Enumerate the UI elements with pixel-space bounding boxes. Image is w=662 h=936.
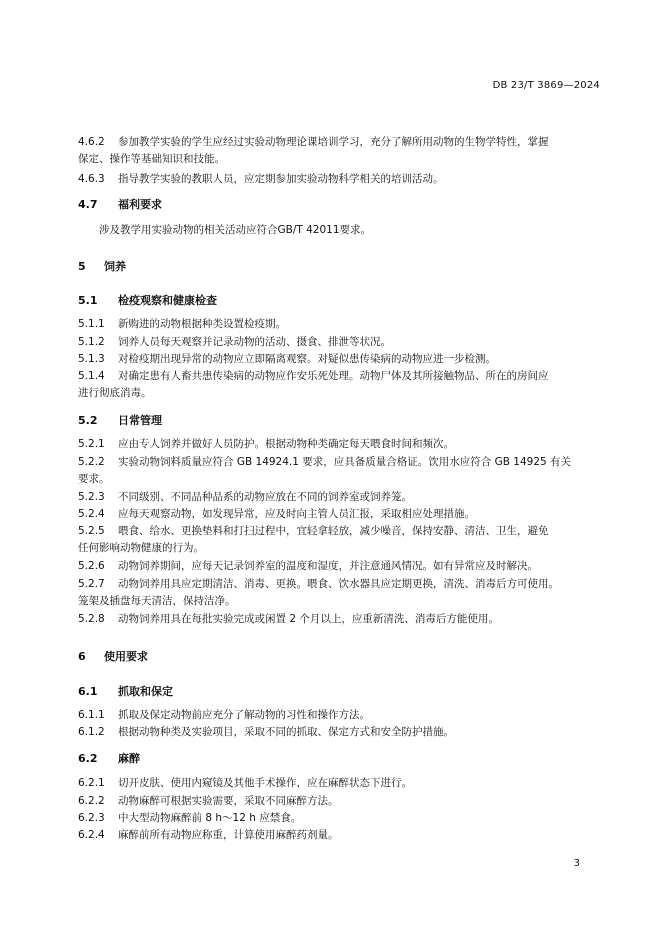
clause-5-2-6 bbox=[78, 558, 604, 575]
clause-text-continued: 要求。 bbox=[78, 473, 110, 485]
clause-number: 5.2.6 bbox=[78, 560, 105, 572]
heading-4-7 bbox=[78, 196, 604, 213]
clause-6-2-3 bbox=[78, 810, 604, 827]
heading-6 bbox=[78, 648, 604, 665]
clause-6-2-1 bbox=[78, 775, 604, 792]
clause-number: 4.6.2 bbox=[78, 136, 105, 148]
clause-text: 动物饲养用具在每批实验完成或闲置 2 个月以上，应重新清洗、消毒后方能使用。 bbox=[118, 613, 499, 625]
heading-number: 5.1 bbox=[78, 294, 98, 307]
heading-5-1 bbox=[78, 292, 604, 309]
clause-text-continued: 笼架及插盘每天清洁，保持洁净。 bbox=[78, 595, 236, 607]
heading-number: 6 bbox=[78, 650, 86, 663]
heading-title: 抓取和保定 bbox=[118, 685, 173, 698]
paragraph-4-7 bbox=[78, 222, 625, 239]
clause-text: 实验动物饲料质量应符合 GB 14924.1 要求，应具备质量合格证。饮用水应符合 GB 14925 有关 bbox=[118, 456, 572, 468]
clause-text: 对确定患有人畜共患传染病的动物应作安乐死处理。动物尸体及其所接触物品、所在的房间应 bbox=[118, 370, 549, 382]
heading-5-2 bbox=[78, 412, 604, 429]
heading-number: 6.2 bbox=[78, 752, 98, 765]
heading-title: 检疫观察和健康检查 bbox=[118, 294, 217, 307]
clause-text: 麻醉前所有动物应称重，计算使用麻醉药剂量。 bbox=[118, 829, 339, 841]
clause-number: 6.2.3 bbox=[78, 812, 105, 824]
heading-5 bbox=[78, 258, 604, 275]
clause-text: 中大型动物麻醉前 8 h～12 h 应禁食。 bbox=[118, 812, 302, 824]
clause-number: 5.1.3 bbox=[78, 353, 105, 365]
paragraph-text: 涉及教学用实验动物的相关活动应符合GB/T 42011要求。 bbox=[99, 224, 372, 236]
clause-text-continued: 进行彻底消毒。 bbox=[78, 387, 152, 399]
clause-text: 指导教学实验的教职人员，应定期参加实验动物科学相关的培训活动。 bbox=[118, 173, 444, 185]
clause-5-2-5 bbox=[78, 523, 604, 557]
clause-number: 5.2.3 bbox=[78, 491, 105, 503]
clause-text: 动物饲养期间，应每天记录饲养室的温度和湿度，并注意通风情况。如有异常应及时解决。 bbox=[118, 560, 538, 572]
clause-5-2-2 bbox=[78, 454, 604, 488]
clause-text: 根据动物种类及实验项目，采取不同的抓取、保定方式和安全防护措施。 bbox=[118, 726, 454, 738]
clause-6-2-2 bbox=[78, 793, 604, 810]
clause-number: 5.1.2 bbox=[78, 336, 105, 348]
heading-number: 5.2 bbox=[78, 414, 98, 427]
clause-text: 动物麻醉可根据实验需要，采取不同麻醉方法。 bbox=[118, 795, 339, 807]
heading-number: 6.1 bbox=[78, 685, 98, 698]
heading-6-2 bbox=[78, 750, 604, 767]
clause-text: 不同级别、不同品种品系的动物应放在不同的饲养室或饲养笼。 bbox=[118, 491, 412, 503]
clause-5-2-8 bbox=[78, 611, 604, 628]
clause-5-2-7 bbox=[78, 576, 604, 610]
clause-6-1-2 bbox=[78, 724, 604, 741]
clause-number: 5.2.7 bbox=[78, 578, 105, 590]
clause-number: 6.1.2 bbox=[78, 726, 105, 738]
clause-text: 新购进的动物根据种类设置检疫期。 bbox=[118, 318, 286, 330]
clause-5-2-4 bbox=[78, 506, 604, 523]
clause-number: 5.1.4 bbox=[78, 370, 105, 382]
standard-code: DB 23/T 3869—2024 bbox=[492, 80, 600, 91]
clause-5-2-3 bbox=[78, 489, 604, 506]
clause-number: 6.2.4 bbox=[78, 829, 105, 841]
clause-text: 饲养人员每天观察并记录动物的活动、摄食、排泄等状况。 bbox=[118, 336, 391, 348]
clause-5-1-2 bbox=[78, 334, 604, 351]
clause-5-1-4 bbox=[78, 368, 604, 402]
clause-number: 6.2.2 bbox=[78, 795, 105, 807]
clause-number: 4.6.3 bbox=[78, 173, 105, 185]
heading-title: 使用要求 bbox=[104, 650, 148, 663]
clause-number: 5.2.1 bbox=[78, 438, 105, 450]
heading-number: 4.7 bbox=[78, 198, 98, 211]
clause-number: 5.2.5 bbox=[78, 525, 105, 537]
clause-number: 6.1.1 bbox=[78, 709, 105, 721]
clause-number: 5.2.4 bbox=[78, 508, 105, 520]
heading-title: 麻醉 bbox=[118, 752, 140, 765]
clause-text: 应由专人饲养并做好人员防护。根据动物种类确定每天喂食时间和频次。 bbox=[118, 438, 454, 450]
clause-text: 应每天观察动物，如发现异常，应及时向主管人员汇报，采取相应处理措施。 bbox=[118, 508, 475, 520]
clause-text: 动物饲养用具应定期清洁、消毒、更换。喂食、饮水器具应定期更换，清洗、消毒后方可使用。 bbox=[118, 578, 559, 590]
clause-number: 5.2.8 bbox=[78, 613, 105, 625]
clause-text: 切开皮肤、使用内窥镜及其他手术操作，应在麻醉状态下进行。 bbox=[118, 777, 412, 789]
clause-4-6-3 bbox=[78, 171, 604, 188]
clause-text: 对检疫期出现异常的动物应立即隔离观察。对疑似患传染病的动物应进一步检测。 bbox=[118, 353, 496, 365]
clause-6-2-4 bbox=[78, 827, 604, 844]
clause-text-continued: 任何影响动物健康的行为。 bbox=[78, 542, 204, 554]
clause-4-6-2 bbox=[78, 134, 604, 168]
heading-6-1 bbox=[78, 683, 604, 700]
clause-text-continued: 保定、操作等基础知识和技能。 bbox=[78, 153, 225, 165]
clause-number: 6.2.1 bbox=[78, 777, 105, 789]
heading-title: 日常管理 bbox=[118, 414, 162, 427]
clause-5-1-1 bbox=[78, 316, 604, 333]
clause-6-1-1 bbox=[78, 707, 604, 724]
heading-title: 福利要求 bbox=[118, 198, 162, 211]
clause-5-2-1 bbox=[78, 436, 604, 453]
page-number: 3 bbox=[573, 858, 580, 869]
clause-number: 5.2.2 bbox=[78, 456, 105, 468]
clause-text: 喂食、给水、更换垫料和打扫过程中，宜轻拿轻放，减少噪音，保持安静、清洁、卫生，避免 bbox=[118, 525, 549, 537]
clause-5-1-3 bbox=[78, 351, 604, 368]
heading-number: 5 bbox=[78, 260, 86, 273]
heading-title: 饲养 bbox=[104, 260, 126, 273]
clause-number: 5.1.1 bbox=[78, 318, 105, 330]
clause-text: 参加教学实验的学生应经过实验动物理论课培训学习，充分了解所用动物的生物学特性，掌握 bbox=[118, 136, 549, 148]
clause-text: 抓取及保定动物前应充分了解动物的习性和操作方法。 bbox=[118, 709, 370, 721]
